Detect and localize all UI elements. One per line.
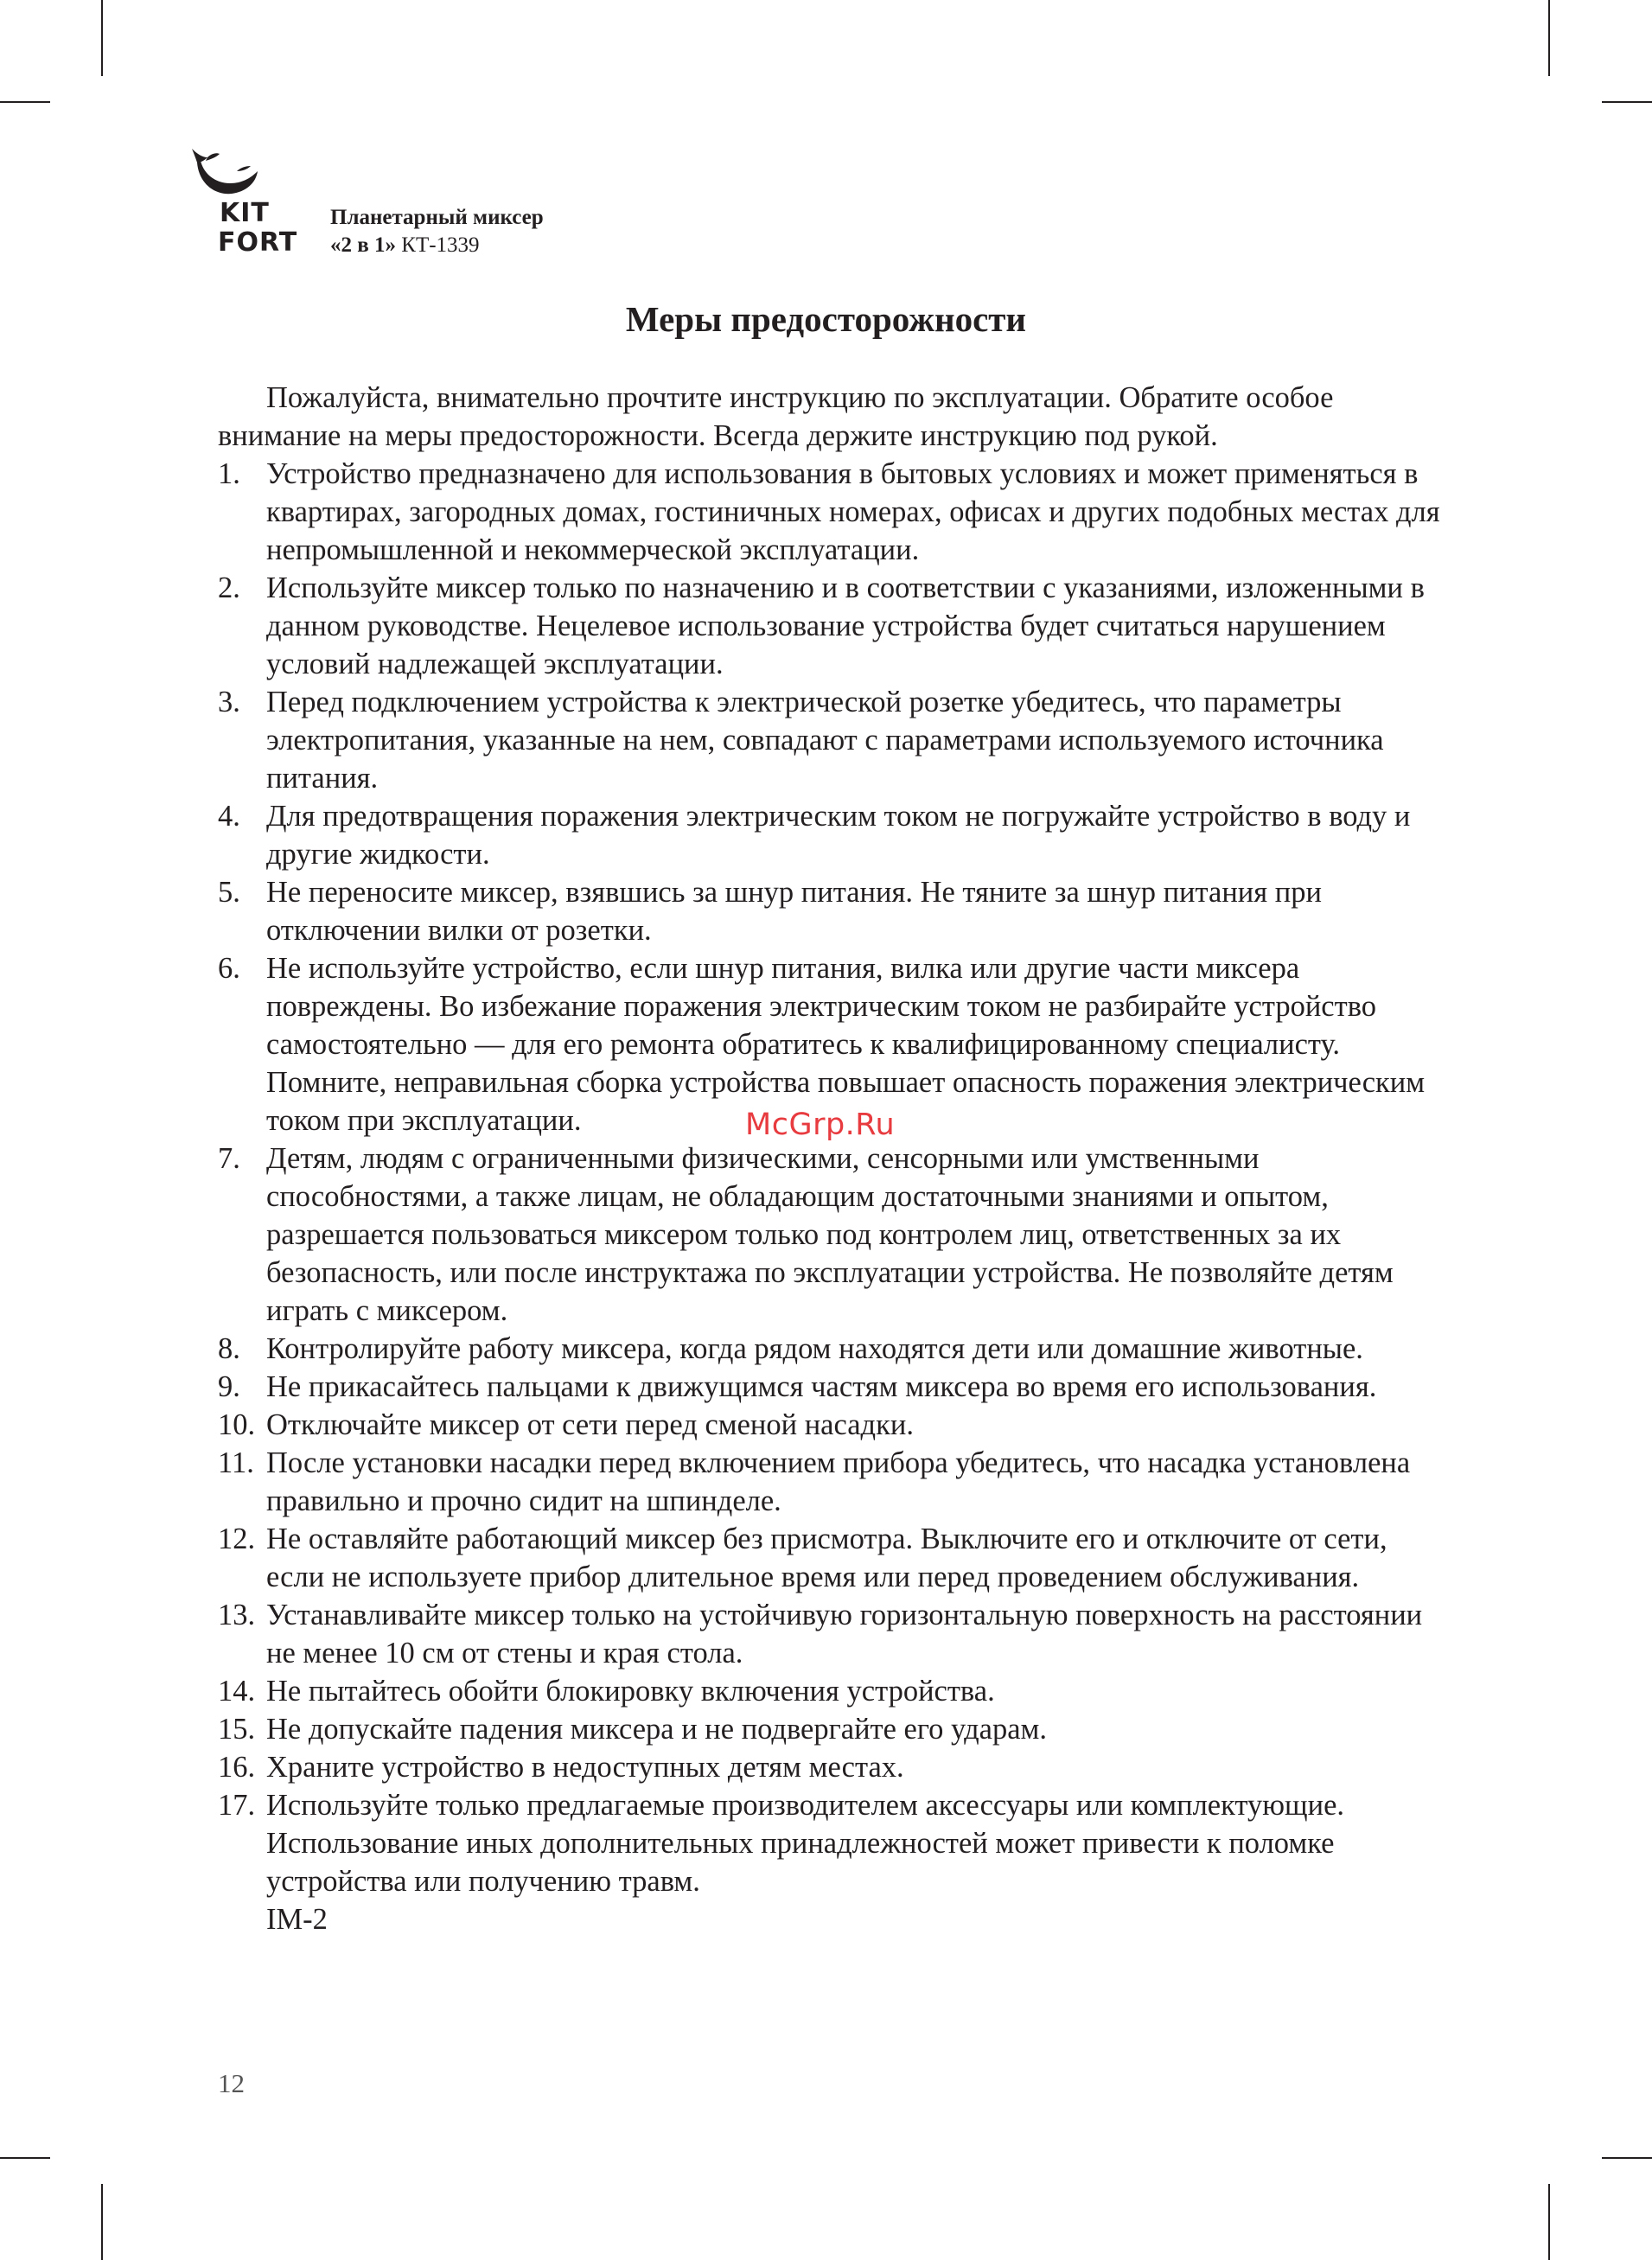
list-item-number: 17. <box>218 1789 256 1822</box>
list-item-text: Храните устройство в недоступных детям местах. <box>266 1751 904 1784</box>
list-item-number: 1. <box>218 457 240 490</box>
list-item-number: 4. <box>218 800 240 833</box>
list-item <box>218 1710 1451 1748</box>
document-body <box>218 379 1451 1938</box>
page-number: 12 <box>218 2068 245 2098</box>
list-item-text: Перед подключением устройства к электрической розетке убедитесь, что параметры электропитания, указанные на нем, совпадают с параметрами используемого источника питания. <box>266 686 1384 795</box>
list-item-number: 7. <box>218 1142 240 1175</box>
logo-line-kit: KIT <box>220 198 270 228</box>
list-item-number: 8. <box>218 1332 240 1365</box>
crop-mark <box>0 101 50 103</box>
list-item <box>218 797 1451 873</box>
list-item-number: 3. <box>218 686 240 718</box>
page-title: Меры предосторожности <box>625 299 1027 339</box>
crop-mark <box>101 0 103 76</box>
list-item-number: 5. <box>218 876 240 909</box>
document-code: IM-2 <box>266 1903 328 1936</box>
list-item <box>218 1140 1451 1330</box>
list-item-number: 2. <box>218 571 240 604</box>
list-item-text: Контролируйте работу миксера, когда рядом находятся дети или домашние животные. <box>266 1332 1363 1365</box>
list-item <box>218 1520 1451 1596</box>
list-item-text: Устройство предназначено для использования в бытовых условиях и может применяться в квартирах, загородных домах, гостиничных номерах, офисах и других подобных местах для непромышленной и некоммерческой эксплуатации. <box>266 457 1440 566</box>
kitfort-logo-icon <box>190 145 259 199</box>
list-item-text: Детям, людям с ограниченными физическими, сенсорными или умственными способностями, а также лицам, не обладающим достаточными знаниями и опытом, разрешается пользоваться миксером только под контролем лиц, ответственных за их безопасность, или после инструктажа по эксплуатации устройства. Не позволяйте детям играть с миксером. <box>266 1142 1394 1327</box>
list-item <box>218 1330 1451 1368</box>
list-item-text: Используйте миксер только по назначению и в соответствии с указаниями, изложенными в данном руководстве. Нецелевое использование устройства будет считаться нарушением условий надлежащей эксплуатации. <box>266 571 1425 680</box>
list-item <box>218 569 1451 683</box>
list-item <box>218 873 1451 949</box>
list-item-text: Не пытайтесь обойти блокировку включения устройства. <box>266 1675 995 1708</box>
logo-line-fort: FORT <box>218 227 298 258</box>
list-item <box>218 1672 1451 1710</box>
crop-mark <box>1548 0 1550 76</box>
watermark: McGrp.Ru <box>745 1108 896 1142</box>
list-item-text: Не прикасайтесь пальцами к движущимся частям миксера во время его использования. <box>266 1370 1377 1403</box>
list-item-number: 14. <box>218 1675 256 1708</box>
list-item-number: 6. <box>218 952 240 985</box>
brand-logo <box>183 145 313 266</box>
document-header <box>330 204 544 259</box>
list-item <box>218 455 1451 569</box>
product-name: «2 в 1» <box>330 233 397 257</box>
list-item-number: 12. <box>218 1523 256 1555</box>
crop-mark <box>0 2157 50 2159</box>
intro-paragraph: Пожалуйста, внимательно прочтите инструкцию по эксплуатации. Обратите особое внимание на меры предосторожности. Всегда держите инструкцию под рукой. <box>218 381 1334 452</box>
crop-mark <box>1548 2184 1550 2260</box>
list-item-number: 16. <box>218 1751 256 1784</box>
list-item-text: Не используйте устройство, если шнур питания, вилка или другие части миксера повреждены. Во избежание поражения электрическим током не разбирайте устройство самостоятельно — для его ремонта обратитесь к квалифицированному специалисту. Помните, неправильная сборка устройства повышает опасность поражения электрическим током при эксплуатации. <box>266 952 1426 1137</box>
list-item-number: 10. <box>218 1408 256 1441</box>
list-item <box>218 1368 1451 1406</box>
list-item-text: Отключайте миксер от сети перед сменой насадки. <box>266 1408 914 1441</box>
list-item-text: Не оставляйте работающий миксер без присмотра. Выключите его и отключите от сети, если не используете прибор длительное время или перед проведением обслуживания. <box>266 1523 1387 1593</box>
list-item <box>218 1596 1451 1672</box>
list-item <box>218 683 1451 797</box>
precautions-list <box>218 455 1451 1900</box>
product-name-line <box>330 232 544 259</box>
product-model: КТ-1339 <box>396 233 480 257</box>
list-item-text: Устанавливайте миксер только на устойчивую горизонтальную поверхность на расстоянии не менее 10 см от стены и края стола. <box>266 1599 1423 1669</box>
list-item-text: Используйте только предлагаемые производителем аксессуары или комплектующие. Использование иных дополнительных принадлежностей может привести к поломке устройства или получению травм. <box>266 1789 1345 1898</box>
crop-mark <box>1602 101 1652 103</box>
logo-wordmark <box>218 199 297 258</box>
list-item <box>218 1444 1451 1520</box>
list-item <box>218 1406 1451 1444</box>
list-item-number: 11. <box>218 1446 254 1479</box>
list-item-text: Для предотвращения поражения электрическим током не погружайте устройство в воду и другие жидкости. <box>266 800 1411 871</box>
crop-mark <box>101 2184 103 2260</box>
list-item <box>218 1786 1451 1900</box>
list-item-number: 15. <box>218 1713 256 1746</box>
list-item <box>218 1748 1451 1786</box>
list-item-text: Не переносите миксер, взявшись за шнур питания. Не тяните за шнур питания при отключении вилки от розетки. <box>266 876 1322 947</box>
list-item-text: Не допускайте падения миксера и не подвергайте его ударам. <box>266 1713 1047 1746</box>
list-item-number: 9. <box>218 1370 240 1403</box>
crop-mark <box>1602 2157 1652 2159</box>
list-item-number: 13. <box>218 1599 256 1631</box>
product-type: Планетарный миксер <box>330 206 544 229</box>
list-item-text: После установки насадки перед включением прибора убедитесь, что насадка установлена правильно и прочно сидит на шпинделе. <box>266 1446 1411 1517</box>
